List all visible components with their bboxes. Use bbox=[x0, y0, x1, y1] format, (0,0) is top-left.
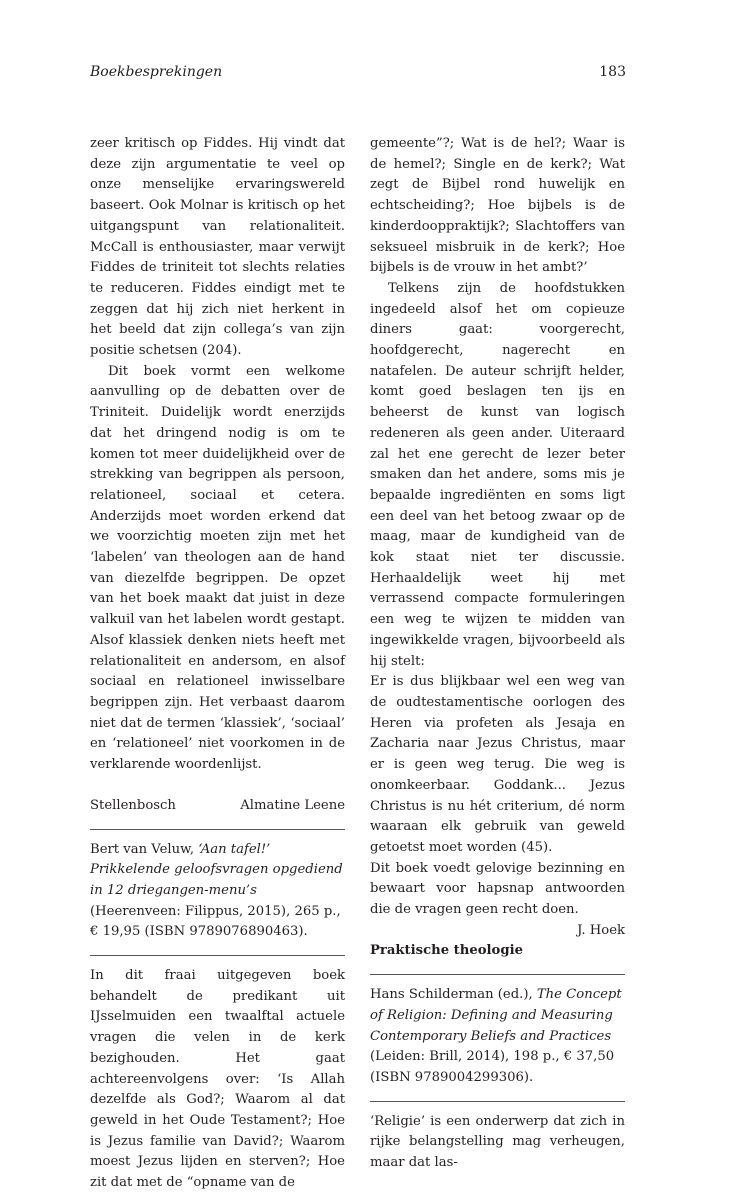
section-heading: Praktische theologie bbox=[370, 943, 523, 959]
reference-details: (Heerenveen: Filippus, 2015), 265 p., € 19,95 (ISBN 9789076890463). bbox=[90, 903, 341, 940]
signature-place: Stellenbosch bbox=[90, 797, 176, 813]
left-column bbox=[90, 134, 345, 1194]
divider bbox=[90, 955, 345, 956]
reference-title: ‘Aan tafel!’ Prikkelende geloofsvragen opgediend in 12 driegangen-menu’s bbox=[90, 841, 343, 898]
review-paragraph: Dit boek voedt gelovige bezinning en bewaart voor hapsnap antwoorden die de vragen geen recht doen. bbox=[370, 860, 625, 918]
review-paragraph: ‘Religie’ is een onderwerp dat zich in rijke belangstelling mag verheugen, maar dat las- bbox=[370, 1113, 625, 1171]
signature-name: J. Hoek bbox=[577, 922, 625, 938]
reference-author: Bert van Veluw, bbox=[90, 841, 199, 857]
page-number: 183 bbox=[599, 64, 626, 80]
book-reference bbox=[370, 985, 625, 1089]
block-quote: Er is dus blijkbaar wel een weg van de oudtestamentische oorlogen des Heren via profeten als Jesaja en Zacharia naar Jezus Christus, maar er is geen weg terug. Die weg is onomkeerbaar. Goddank... Jezus Christus is nu hét criterium, dé norm waaraan elk gebruik van geweld getoetst moet worden (45). bbox=[370, 674, 625, 855]
right-column bbox=[370, 134, 625, 1174]
reference-details: (Leiden: Brill, 2014), 198 p., € 37,50 (ISBN 9789004299306). bbox=[370, 1049, 615, 1085]
review-paragraph: Telkens zijn de hoofdstukken ingedeeld alsof het om copieuze diners gaat: voorgerecht, hoofdgerecht, nagerecht en natafelen. De auteur schrijft helder, komt goed beslagen ten ijs en beheerst de kunst van logisch redeneren als geen ander. Uiteraard zal het ene gerecht de lezer beter smaken dan het andere, soms mis je bepaalde ingrediënten en soms ligt een deel van het betoog zwaar op de maag, maar de kundigheid van de kok staat niet ter discussie. Herhaaldelijk weet hij met verrassend compacte formuleringen een weg te wijzen te midden van ingewikkelde vragen, bijvoorbeeld als hij stelt: bbox=[370, 280, 625, 669]
review-paragraph: Dit boek vormt een welkome aanvulling op de debatten over de Triniteit. Duidelijk wordt enerzijds dat het dringend nodig is om te komen tot meer duidelijkheid over de strekking van begrippen als persoon, relationeel, sociaal et cetera. Anderzijds moet worden erkend dat we voorzichtig moeten zijn met het ‘labelen’ van theologen aan de hand van diezelfde begrippen. De opzet van het boek maakt dat juist in deze valkuil van het labelen wordt gestapt. Alsof klassiek denken niets heeft met relationaliteit en andersom, en alsof sociaal en relationeel inwisselbare begrippen zijn. Het verbaast daarom niet dat de termen ‘klassiek’, ‘sociaal’ en ‘relationeel’ niet voorkomen in de verklarende woordenlijst. bbox=[90, 363, 345, 773]
running-head bbox=[90, 64, 626, 80]
signature-name: Almatine Leene bbox=[240, 797, 345, 813]
review-paragraph: In dit fraai uitgegeven boek behandelt de predikant uit IJsselmuiden een twaalftal actuele vragen die velen in de kerk bezighouden. Het gaat achtereenvolgens over: ‘Is Allah dezelfde als God?; Waarom al dat geweld in het Oude Testament?; Hoe is Jezus familie van David?; Waarom moest Jezus lijden en sterven?; Hoe zit dat met de “opname van de bbox=[90, 968, 345, 1191]
divider bbox=[90, 829, 345, 830]
book-reference bbox=[90, 840, 345, 944]
review-paragraph: gemeente”?; Wat is de hel?; Waar is de hemel?; Single en de kerk?; Wat zegt de Bijbel rond huwelijk en echtscheiding?; Hoe bijbels is de kinderdooppraktijk?; Slachtoffers van seksueel misbruik in de kerk?; Hoe bijbels is de vrouw in het ambt?’ bbox=[370, 136, 625, 276]
reference-title: The Concept of Religion: Defining and Measuring Contemporary Beliefs and Practices bbox=[370, 987, 622, 1044]
review-signature bbox=[90, 796, 345, 817]
review-paragraph: zeer kritisch op Fiddes. Hij vindt dat deze zijn argumentatie te veel op onze menselijke ervaringswereld baseert. Ook Molnar is kritisch op het uitgangspunt van relationaliteit. McCall is enthousiaster, maar verwijt Fiddes de triniteit tot slechts relaties te reduceren. Fiddes eindigt met te zeggen dat hij zich niet herkent in het beeld dat zijn collega’s van zijn positie schetsen (204). bbox=[90, 136, 345, 359]
reference-author: Hans Schilderman (ed.), bbox=[370, 987, 537, 1003]
divider bbox=[370, 1101, 625, 1102]
running-title: Boekbesprekingen bbox=[90, 64, 223, 80]
divider bbox=[370, 974, 625, 975]
